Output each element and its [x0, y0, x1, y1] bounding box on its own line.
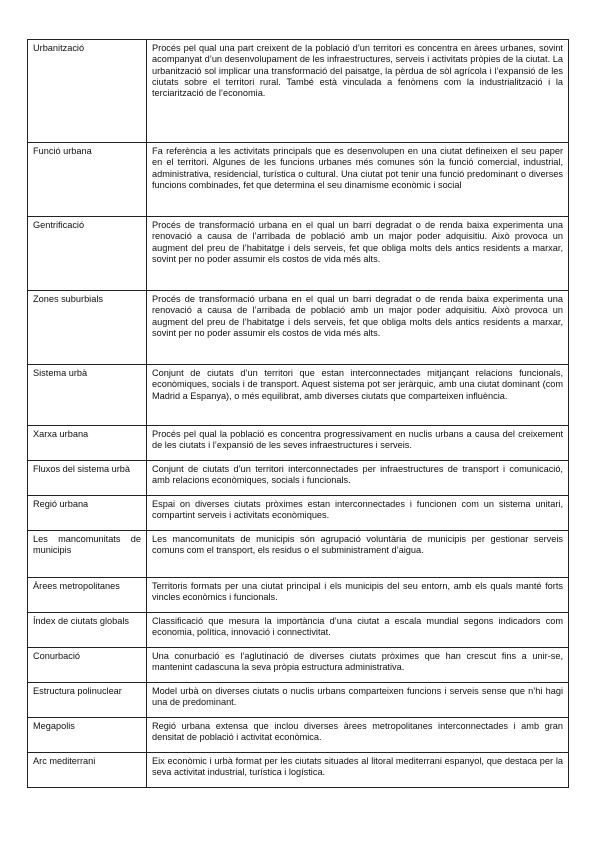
term-cell: Arc mediterrani [28, 753, 147, 788]
definition-cell: Procés de transformació urbana en el qual un barri degradat o de renda baixa experimenta una renovació a causa de l’arribada de població amb un major poder adquisitiu. Això provoca un augment del preu de l’habitatge i dels serveis, fet que obliga molts dels antics residents a marxar, sovint per no poder assumir els costos de vida més alts. [147, 217, 569, 291]
table-row [28, 648, 569, 683]
term-cell: Urbanització [28, 40, 147, 143]
term-cell: Sistema urbà [28, 365, 147, 426]
definition-cell: Procés pel qual la població es concentra progressivament en nuclis urbans a causa del creixement de les ciutats i l’expansió de les seves infraestructures i serveis. [147, 426, 569, 461]
table-row [28, 143, 569, 217]
table-row [28, 365, 569, 426]
table-row [28, 578, 569, 613]
term-cell: Índex de ciutats globals [28, 613, 147, 648]
term-cell: Funció urbana [28, 143, 147, 217]
definition-cell: Conjunt de ciutats d’un territori que estan interconnectades mitjançant relacions funcionals, econòmiques, socials i de transport. Aquest sistema pot ser jeràrquic, amb una ciutat dominant (com Madrid a Espanya), o més equilibrat, amb diverses ciutats que comparteixen influència. [147, 365, 569, 426]
term-cell: Àrees metropolitanes [28, 578, 147, 613]
table-row [28, 531, 569, 578]
definition-cell: Procés pel qual una part creixent de la població d’un territori es concentra en àrees urbanes, sovint acompanyat d’un desenvolupament de les infraestructures, serveis i activitats pròpies de la ciutat. La urbanització sol implicar una transformació del paisatge, la pèrdua de sòl agrícola i l’expansió de les ciutats sobre el territori rural. També està vinculada a fenòmens com la industrialització i la terciarització de l’economia. [147, 40, 569, 143]
definition-cell: Una conurbació es l’aglutinació de diverses ciutats pròximes que han crescut fins a unir-se, mantenint cadascuna la seva pròpia estructura administrativa. [147, 648, 569, 683]
term-cell: Fluxos del sistema urbà [28, 461, 147, 496]
definition-cell: Eix econòmic i urbà format per les ciutats situades al litoral mediterrani espanyol, que destaca per la seva activitat industrial, turística i logística. [147, 753, 569, 788]
table-row [28, 753, 569, 788]
definition-cell: Procés de transformació urbana en el qual un barri degradat o de renda baixa experimenta una renovació a causa de l’arribada de població amb un major poder adquisitiu. Això provoca un augment del preu de l’habitatge i dels serveis, fet que obliga molts dels antics residents a marxar, sovint per no poder assumir els costos de vida més alts. [147, 291, 569, 365]
definition-cell: Classificació que mesura la importància d’una ciutat a escala mundial segons indicadors com economia, política, innovació i connectivitat. [147, 613, 569, 648]
term-cell: Regió urbana [28, 496, 147, 531]
glossary-table [27, 39, 569, 788]
term-cell: Xarxa urbana [28, 426, 147, 461]
table-row [28, 461, 569, 496]
term-cell: Megapolis [28, 718, 147, 753]
term-cell: Estructura polinuclear [28, 683, 147, 718]
table-row [28, 40, 569, 143]
term-cell: Gentrificació [28, 217, 147, 291]
table-row [28, 683, 569, 718]
table-row [28, 426, 569, 461]
definition-cell: Conjunt de ciutats d’un territori interconnectades per infraestructures de transport i comunicació, amb relacions econòmiques, socials i funcionals. [147, 461, 569, 496]
definition-cell: Regió urbana extensa que inclou diverses àrees metropolitanes interconnectades i amb gran densitat de població i activitat econòmica. [147, 718, 569, 753]
table-row [28, 291, 569, 365]
term-cell: Zones suburbials [28, 291, 147, 365]
table-row [28, 217, 569, 291]
term-cell: Les mancomunitats de municipis [28, 531, 147, 578]
definition-cell: Model urbà on diverses ciutats o nuclis urbans comparteixen funcions i serveis sense que n’hi hagi una de predominant. [147, 683, 569, 718]
term-cell: Conurbació [28, 648, 147, 683]
definition-cell: Territoris formats per una ciutat principal i els municipis del seu entorn, amb els quals manté forts vincles econòmics i funcionals. [147, 578, 569, 613]
definition-cell: Espai on diverses ciutats pròximes estan interconnectades i funcionen com un sistema unitari, compartint serveis i activitats econòmiques. [147, 496, 569, 531]
table-row [28, 496, 569, 531]
table-row [28, 718, 569, 753]
definition-cell: Les mancomunitats de municipis són agrupació voluntària de municipis per gestionar serveis comuns com el transport, els residus o el subministrament d’aigua. [147, 531, 569, 578]
definition-cell: Fa referència a les activitats principals que es desenvolupen en una ciutat defineixen el seu paper en el territori. Algunes de les funcions urbanes més comunes són la funció comercial, industrial, administrativa, residencial, turística o cultural. Una ciutat pot tenir una funció predominant o diverses funcions combinades, fet que determina el seu dinamisme econòmic i social [147, 143, 569, 217]
table-row [28, 613, 569, 648]
